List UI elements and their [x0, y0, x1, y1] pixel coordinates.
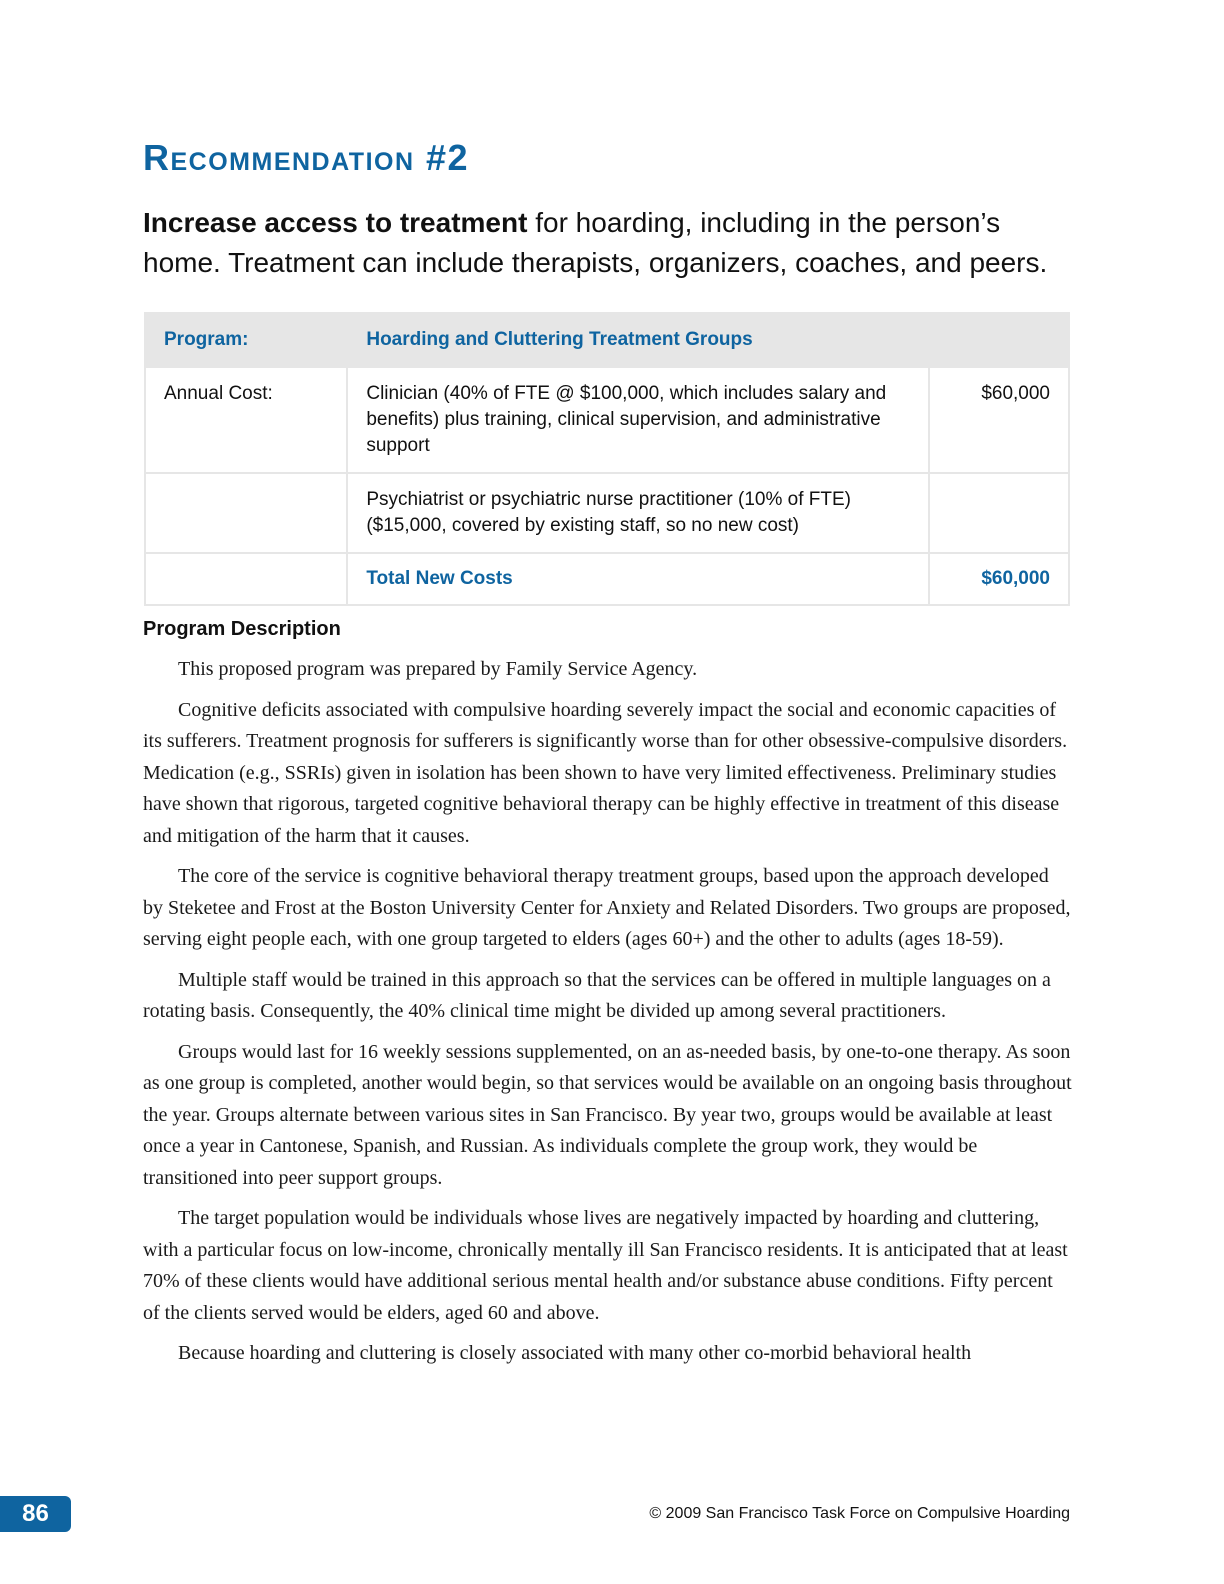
cost-amount: $60,000 [929, 367, 1069, 473]
program-description-heading: Program Description [143, 618, 341, 640]
cost-description: Psychiatrist or psychiatric nurse practitioner (10% of FTE) ($15,000, covered by existing staff, so no new cost) [347, 473, 929, 553]
program-name: Hoarding and Cluttering Treatment Groups [347, 313, 1069, 367]
cost-description: Clinician (40% of FTE @ $100,000, which includes salary and benefits) plus training, clinical supervision, and administrative support [347, 367, 929, 473]
subtitle-rest: for hoarding, including in the person’s home. Treatment can include therapists, organizers, coaches, and peers. [143, 207, 1048, 278]
page-number: 86 [0, 1496, 71, 1532]
total-row [145, 553, 1069, 605]
empty-label-cell [145, 473, 347, 553]
cost-amount [929, 473, 1069, 553]
empty-label-cell [145, 553, 347, 605]
paragraph: Cognitive deficits associated with compulsive hoarding severely impact the social and economic capacities of its sufferers. Treatment prognosis for sufferers is significantly worse than for other obsessive-compulsive disorders. Medication (e.g., SSRIs) given in isolation has been shown to have very limited effectiveness. Preliminary studies have shown that rigorous, targeted cognitive behavioral therapy can be highly effective in treatment of this disease and mitigation of the harm that it causes. [143, 698, 1068, 847]
table-row [145, 367, 1069, 473]
paragraph: Groups would last for 16 weekly sessions supplemented, on an as-needed basis, by one-to-one therapy. As soon as one group is completed, another would begin, so that services would be available on an ongoing basis throughout the year. Groups alternate between various sites in San Francisco. By year two, groups would be available at least once a year in Cantonese, Spanish, and Russian. As individuals complete the group work, they would be transitioned into peer support groups. [143, 1040, 1072, 1189]
total-label: Total New Costs [347, 553, 929, 605]
paragraph: Multiple staff would be trained in this approach so that the services can be offered in multiple languages on a rotating basis. Consequently, the 40% clinical time might be divided up among several practitioners. [143, 968, 1051, 1022]
program-description-body [143, 654, 1073, 1379]
table-row [145, 473, 1069, 553]
subtitle-bold: Increase access to treatment [143, 207, 528, 238]
copyright-notice: © 2009 San Francisco Task Force on Compulsive Hoarding [649, 1505, 1070, 1522]
program-label: Program: [145, 313, 347, 367]
paragraph: Because hoarding and cluttering is closely associated with many other co-morbid behavioral health [178, 1342, 972, 1364]
paragraph: This proposed program was prepared by Family Service Agency. [178, 658, 698, 680]
cost-table [144, 312, 1070, 606]
recommendation-title: Recommendation #2 [143, 137, 470, 178]
paragraph: The core of the service is cognitive behavioral therapy treatment groups, based upon the approach developed by Steketee and Frost at the Boston University Center for Anxiety and Related Disorders. Two groups are proposed, serving eight people each, with one group targeted to elders (ages 60+) and the other to adults (ages 18-59). [143, 865, 1071, 950]
cost-table-header-row [145, 313, 1069, 367]
annual-cost-label: Annual Cost: [145, 367, 347, 473]
recommendation-subtitle [143, 203, 1083, 283]
paragraph: The target population would be individuals whose lives are negatively impacted by hoarding and cluttering, with a particular focus on low-income, chronically mentally ill San Francisco residents. It is anticipated that at least 70% of these clients would have additional serious mental health and/or substance abuse conditions. Fifty percent of the clients served would be elders, aged 60 and above. [143, 1207, 1068, 1324]
total-amount: $60,000 [929, 553, 1069, 605]
